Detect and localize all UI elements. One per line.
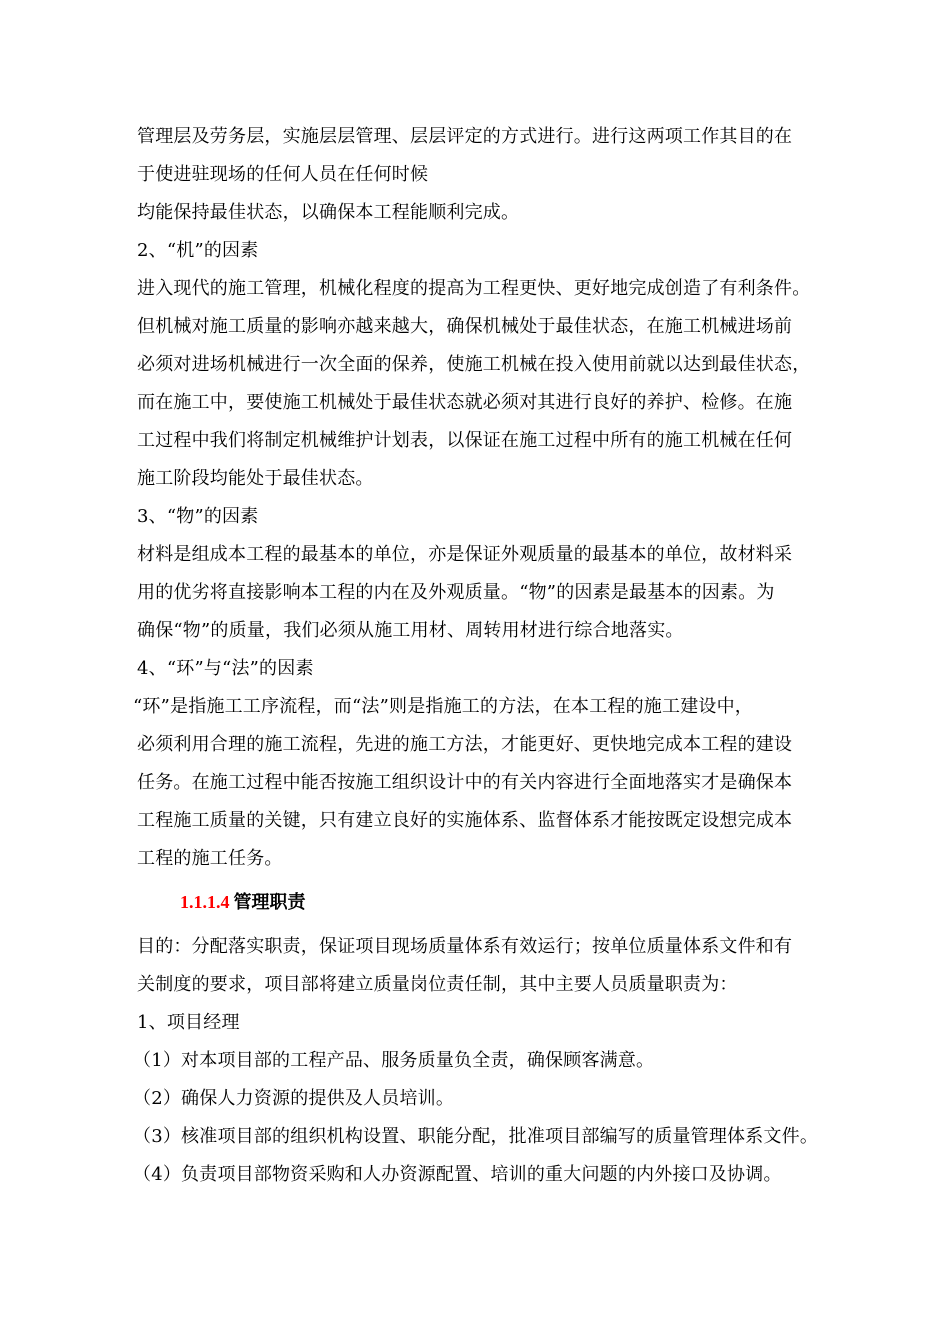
paragraph-line: 工程的施工任务。 [137,848,283,869]
list-item: （3）核准项目部的组织机构设置、职能分配，批准项目部编写的质量管理体系文件。 [133,1126,819,1147]
document-page [133,118,857,1194]
list-item: （4）负责项目部物资采购和人办资源配置、培训的重大问题的内外接口及协调。 [133,1164,782,1185]
paragraph-line: 施工阶段均能处于最佳状态。 [137,468,374,489]
paragraph-line: 任务。在施工过程中能否按施工组织设计中的有关内容进行全面地落实才是确保本 [137,772,793,793]
paragraph-line: 进入现代的施工管理，机械化程度的提高为工程更快、更好地完成创造了有利条件。 [137,278,811,299]
paragraph-line: 管理层及劳务层，实施层层管理、层层评定的方式进行。进行这两项工作其目的在 [137,126,793,147]
paragraph-line: 目的：分配落实职责，保证项目现场质量体系有效运行；按单位质量体系文件和有 [137,936,793,957]
paragraph-line: 必须利用合理的施工流程，先进的施工方法，才能更好、更快地完成本工程的建设 [137,734,793,755]
paragraph-line: 材料是组成本工程的最基本的单位，亦是保证外观质量的最基本的单位，故材料采 [137,544,793,565]
paragraph-line: 工程施工质量的关键，只有建立良好的实施体系、监督体系才能按既定设想完成本 [137,810,793,831]
list-item: （2）确保人力资源的提供及人员培训。 [133,1088,455,1109]
paragraph-line: 必须对进场机械进行一次全面的保养，使施工机械在投入使用前就以达到最佳状态， [137,354,811,375]
paragraph-line: 用的优劣将直接影响本工程的内在及外观质量。“物”的因素是最基本的因素。为 [137,582,775,603]
paragraph-line: 工过程中我们将制定机械维护计划表，以保证在施工过程中所有的施工机械在任何 [137,430,793,451]
paragraph-line: 均能保持最佳状态，以确保本工程能顺利完成。 [137,202,520,223]
paragraph-line: 于使进驻现场的任何人员在任何时候 [137,164,429,185]
section-label-machine: 2、“机”的因素 [137,240,259,261]
section-label-material: 3、“物”的因素 [137,506,259,527]
paragraph-line: “环”是指施工工序流程，而“法”则是指施工的方法，在本工程的施工建设中， [133,696,754,717]
list-item: （1）对本项目部的工程产品、服务质量负全责，确保顾客满意。 [133,1050,655,1071]
paragraph-line: 关制度的要求，项目部将建立质量岗位责任制，其中主要人员质量职责为： [137,974,738,995]
section-heading-number: 1.1.1.4 [180,892,230,912]
section-heading [137,880,857,924]
paragraph-line: 而在施工中，要使施工机械处于最佳状态就必须对其进行良好的养护、检修。在施 [137,392,793,413]
section-label-environment-method: 4、“环”与“法”的因素 [137,658,314,679]
subsection-label-project-manager: 1、项目经理 [137,1012,240,1033]
paragraph-line: 确保“物”的质量，我们必须从施工用材、周转用材进行综合地落实。 [137,620,684,641]
section-heading-title: 管理职责 [233,892,306,913]
paragraph-line: 但机械对施工质量的影响亦越来越大，确保机械处于最佳状态，在施工机械进场前 [137,316,793,337]
